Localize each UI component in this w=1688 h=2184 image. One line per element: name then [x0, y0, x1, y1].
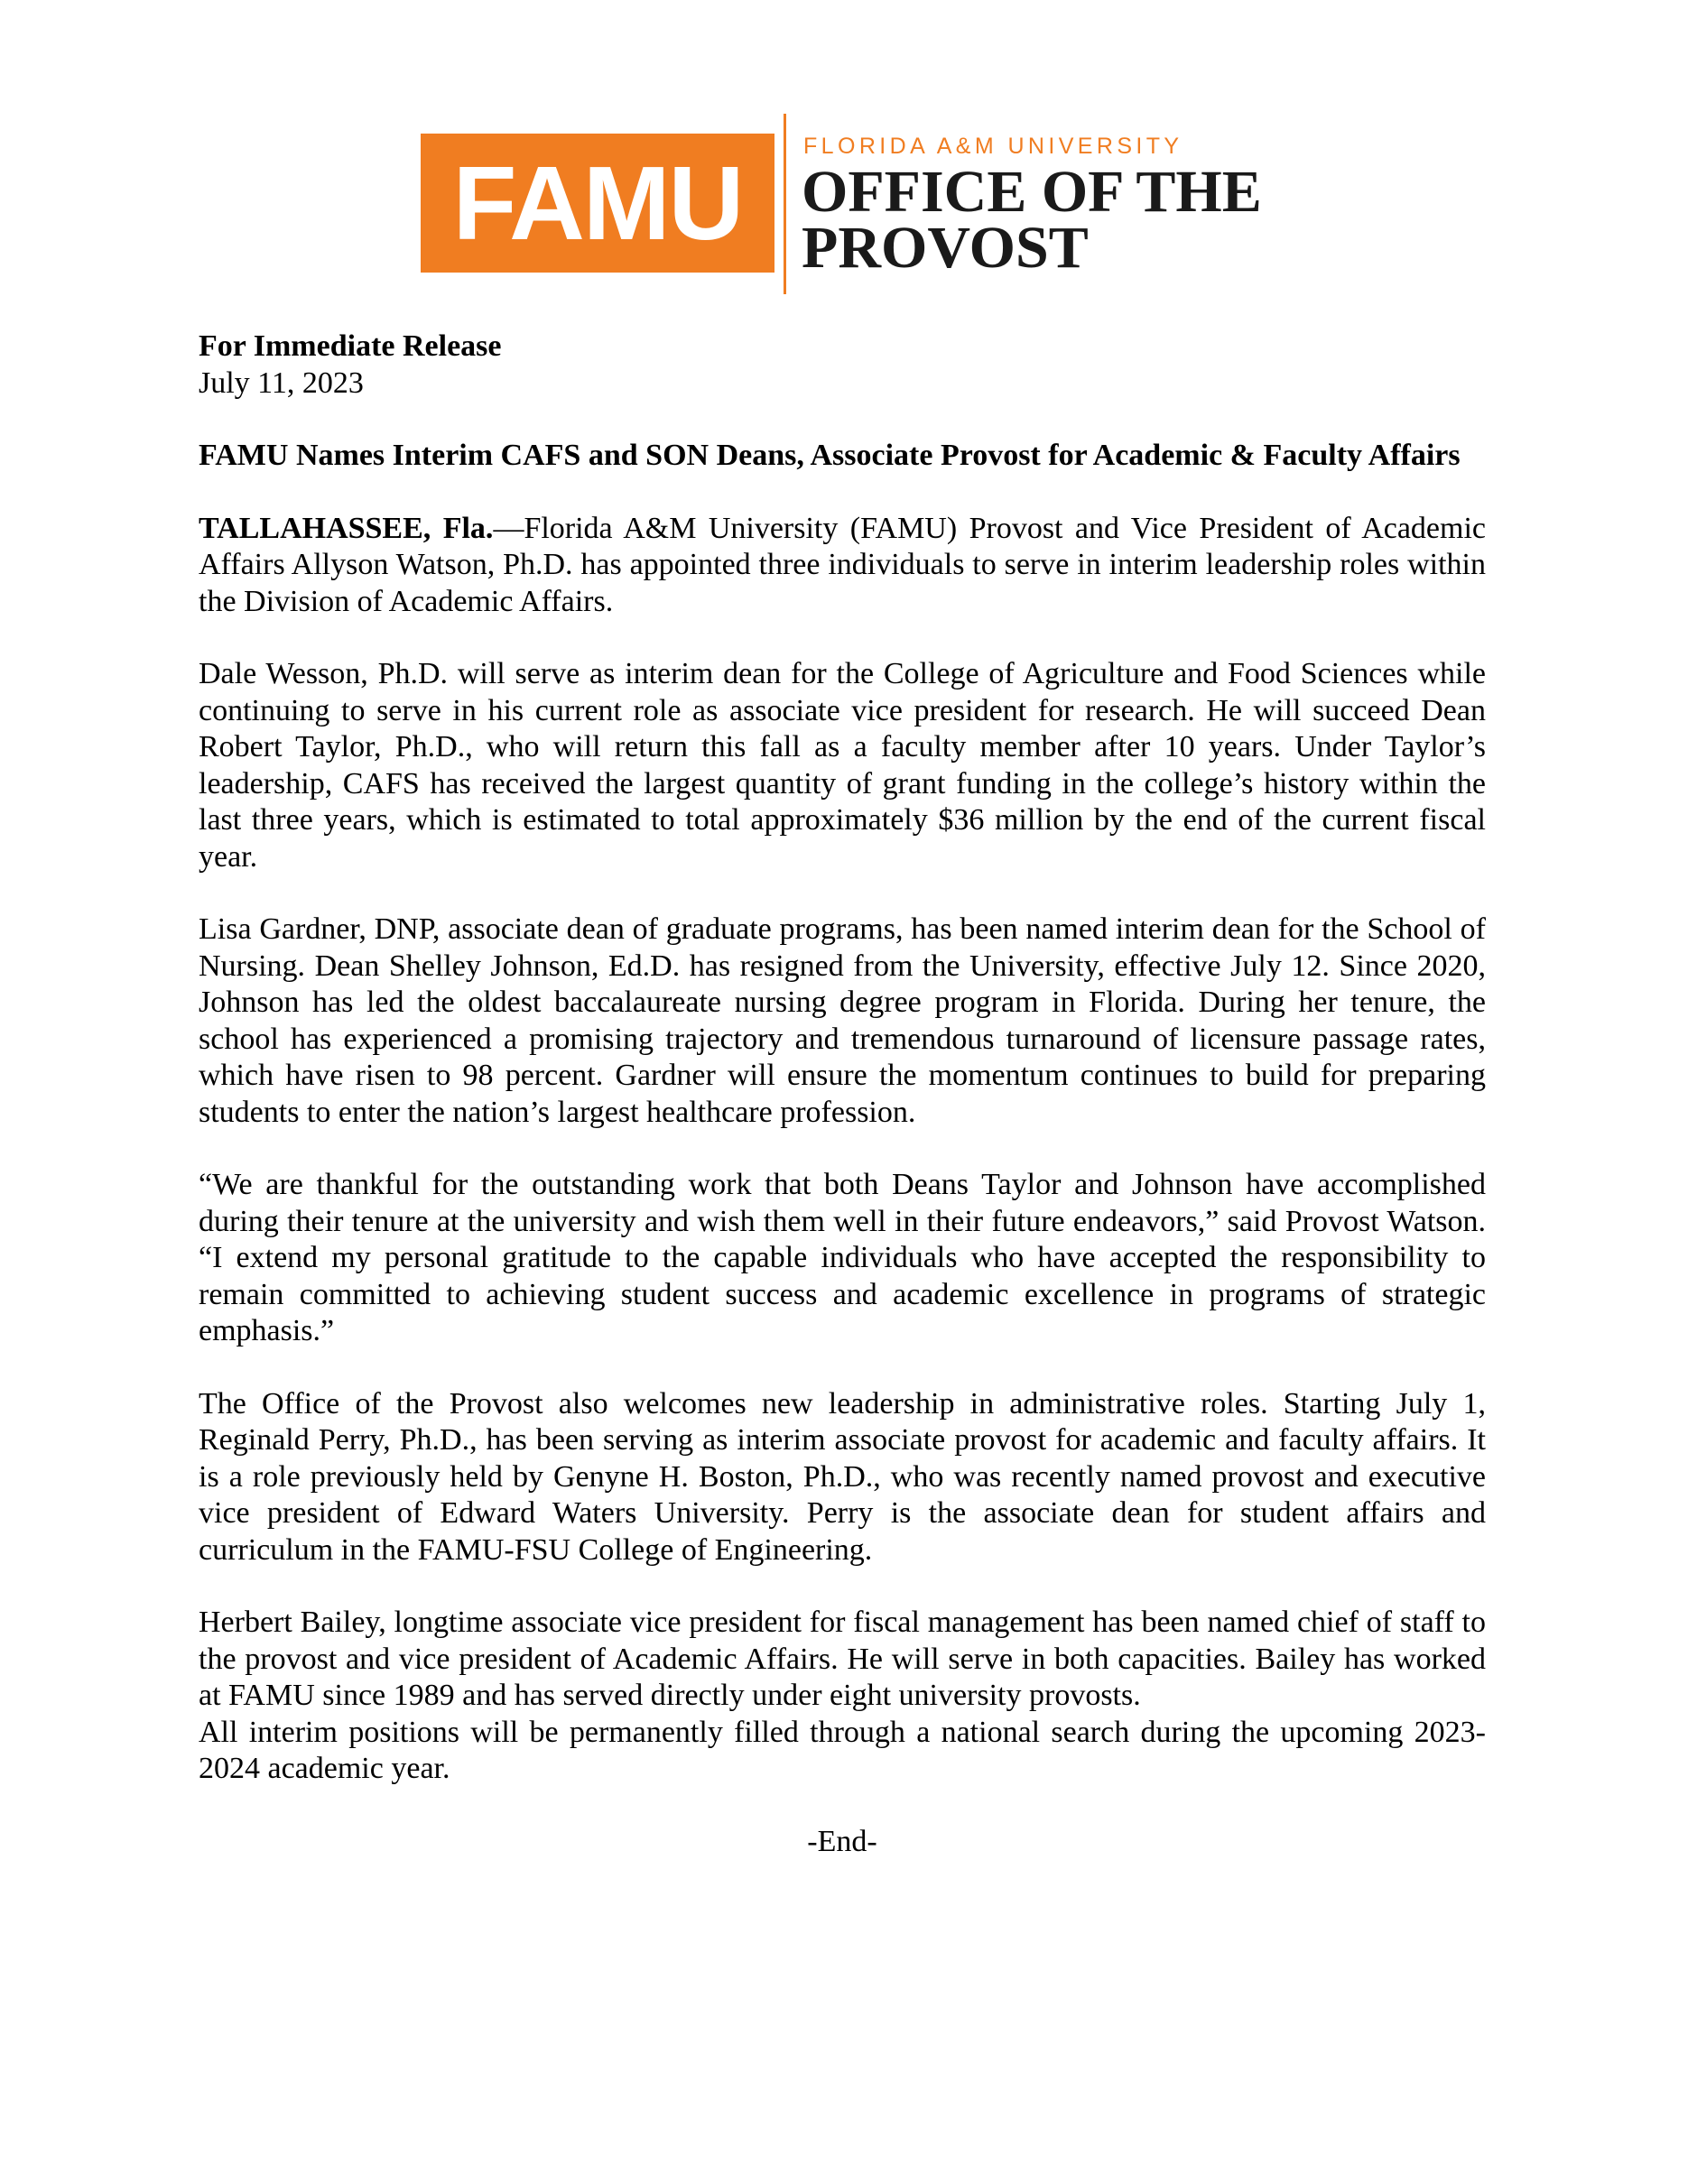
release-label: For Immediate Release: [199, 329, 502, 363]
letterhead: [421, 114, 1305, 294]
paragraph-nursing: Lisa Gardner, DNP, associate dean of graduate programs, has been named interim dean for the School of Nursing. Dean Shelley Johnson, Ed.D. has resigned from the University, effective July 12. Since 2020, Johnson has led the oldest baccalaureate nursing degree program in Florida. During her tenure, the school has experienced a promising trajectory and tremendous turnaround of licensure passage rates, which have risen to 98 percent. Gardner will ensure the momentum continues to build for preparing students to enter the nation’s largest healthcare profession.: [199, 912, 1486, 1129]
paragraph-intro: [199, 511, 1486, 621]
headline: FAMU Names Interim CAFS and SON Deans, Associate Provost for Academic & Faculty Affairs: [199, 439, 1461, 472]
paragraph-intro-text: —Florida A&M University (FAMU) Provost and Vice President of Academic Affairs Allyson Watson, Ph.D. has appointed three individuals to serve in interim leadership roles within the Division of Academic Affairs.: [199, 511, 1487, 618]
paragraph-national-search: All interim positions will be permanently filled through a national search during the upcoming 2023-2024 academic year.: [199, 1715, 1486, 1785]
dateline: TALLAHASSEE, Fla.: [199, 511, 494, 545]
end-mark: -End-: [807, 1824, 877, 1858]
release-date: July 11, 2023: [199, 366, 364, 400]
letterhead-divider: [784, 114, 786, 294]
office-title-line1: OFFICE OF THE: [802, 159, 1262, 225]
paragraph-quote: “We are thankful for the outstanding work that both Deans Taylor and Johnson have accomplished during their tenure at the university and wish them well in their future endeavors,” said Provost Watson. “I extend my personal gratitude to the capable individuals who have accepted the responsibility to remain committed to achieving student success and academic excellence in programs of strategic emphasis.”: [199, 1168, 1486, 1347]
office-title-line2: PROVOST: [802, 215, 1089, 281]
university-name: FLORIDA A&M UNIVERSITY: [803, 134, 1183, 159]
paragraph-associate-provost: The Office of the Provost also welcomes new leadership in administrative roles. Starting July 1, Reginald Perry, Ph.D., has been serving as interim associate provost for academic and faculty affairs. It is a role previously held by Genyne H. Boston, Ph.D., who was recently named provost and executive vice president of Edward Waters University. Perry is the associate dean for student affairs and curriculum in the FAMU-FSU College of Engineering.: [199, 1386, 1486, 1567]
press-release-body: [199, 329, 1486, 1860]
office-title: [802, 159, 1262, 281]
paragraph-cafs: Dale Wesson, Ph.D. will serve as interim dean for the College of Agriculture and Food Sciences while continuing to serve in his current role as associate vice president for research. He will succeed Dean Robert Taylor, Ph.D., who will return this fall as a faculty member after 10 years. Under Taylor’s leadership, CAFS has received the largest quantity of grant funding in the college’s history within the last three years, which is estimated to total approximately $36 million by the end of the current fiscal year.: [199, 657, 1486, 874]
famu-logo: [421, 134, 774, 273]
paragraph-chief-of-staff: Herbert Bailey, longtime associate vice president for fiscal management has been named chief of staff to the provost and vice president of Academic Affairs. He will serve in both capacities. Bailey has worked at FAMU since 1989 and has served directly under eight university provosts.: [199, 1606, 1486, 1712]
famu-logo-text: FAMU: [452, 144, 743, 262]
